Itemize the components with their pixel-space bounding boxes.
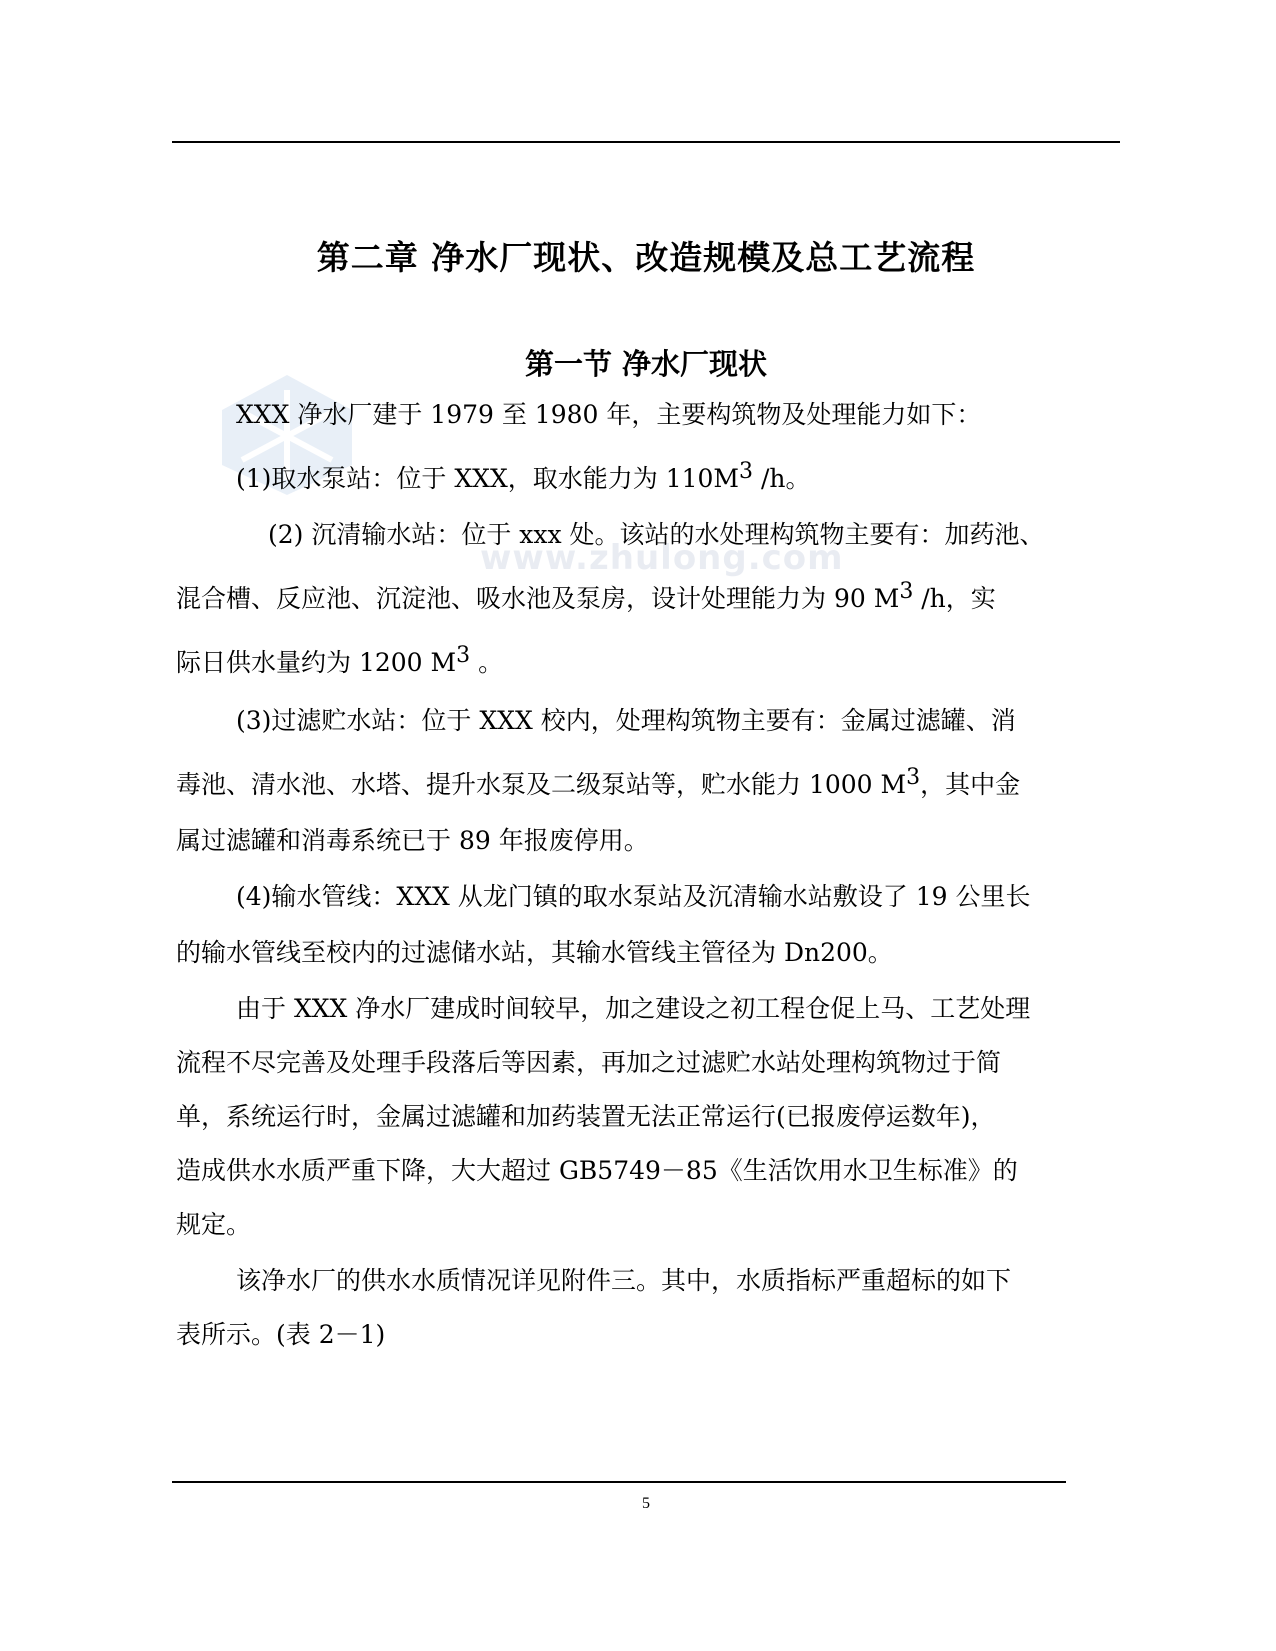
paragraph-clarification-line-2 — [176, 579, 996, 616]
text-run: ，其中金 — [920, 770, 1021, 799]
text-run: 。 — [470, 648, 504, 677]
paragraph-clarification-line-1: (2) 沉清输水站：位于 xxx 处。该站的水处理构筑物主要有：加药池、 — [268, 520, 1045, 549]
paragraph-intro: XXX 净水厂建于 1979 至 1980 年，主要构筑物及处理能力如下： — [236, 400, 982, 429]
superscript: 3 — [899, 579, 914, 604]
page-number: 5 — [642, 1495, 650, 1512]
header-rule — [172, 141, 1120, 143]
text-run: /h，实 — [913, 584, 996, 613]
paragraph-pipeline-line-1: (4)输水管线：XXX 从龙门镇的取水泵站及沉清输水站敷设了 19 公里长 — [236, 882, 1031, 911]
paragraph-filter-station-line-2 — [176, 765, 1021, 802]
text-run: (1)取水泵站：位于 XXX，取水能力为 110M — [236, 464, 740, 493]
paragraph-problems-line-3: 单，系统运行时，金属过滤罐和加药装置无法正常运行(已报废停运数年)， — [176, 1102, 996, 1131]
superscript: 3 — [739, 459, 754, 484]
watermark-text: www.zhulong.com — [480, 538, 844, 578]
paragraph-filter-station-line-1: (3)过滤贮水站：位于 XXX 校内，处理构筑物主要有：金属过滤罐、消 — [236, 706, 1016, 735]
paragraph-problems-line-2: 流程不尽完善及处理手段落后等因素，再加之过滤贮水站处理构筑物过于简 — [176, 1048, 1002, 1077]
paragraph-water-quality-line-1: 该净水厂的供水水质情况详见附件三。其中，水质指标严重超标的如下 — [236, 1266, 1012, 1295]
paragraph-pipeline-line-2: 的输水管线至校内的过滤储水站，其输水管线主管径为 Dn200。 — [176, 938, 893, 967]
paragraph-problems-line-5: 规定。 — [176, 1210, 252, 1239]
paragraph-filter-station-line-3: 属过滤罐和消毒系统已于 89 年报废停用。 — [176, 826, 649, 855]
paragraph-problems-line-4: 造成供水水质严重下降，大大超过 GB5749－85《生活饮用水卫生标准》的 — [176, 1156, 1018, 1185]
paragraph-intake-station — [236, 459, 811, 496]
paragraph-clarification-line-3 — [176, 643, 504, 680]
section-title: 第一节 净水厂现状 — [524, 347, 768, 381]
text-run: /h。 — [753, 464, 811, 493]
footer-rule — [172, 1481, 1066, 1483]
chapter-title: 第二章 净水厂现状、改造规模及总工艺流程 — [316, 238, 976, 277]
superscript: 3 — [906, 765, 921, 790]
text-run: 际日供水量约为 1200 M — [176, 648, 457, 677]
text-run: 混合槽、反应池、沉淀池、吸水池及泵房，设计处理能力为 90 M — [176, 584, 900, 613]
superscript: 3 — [456, 643, 471, 668]
text-run: 毒池、清水池、水塔、提升水泵及二级泵站等，贮水能力 1000 M — [176, 770, 907, 799]
paragraph-water-quality-line-2: 表所示。(表 2－1) — [176, 1320, 386, 1349]
paragraph-problems-line-1: 由于 XXX 净水厂建成时间较早，加之建设之初工程仓促上马、工艺处理 — [236, 994, 1031, 1023]
